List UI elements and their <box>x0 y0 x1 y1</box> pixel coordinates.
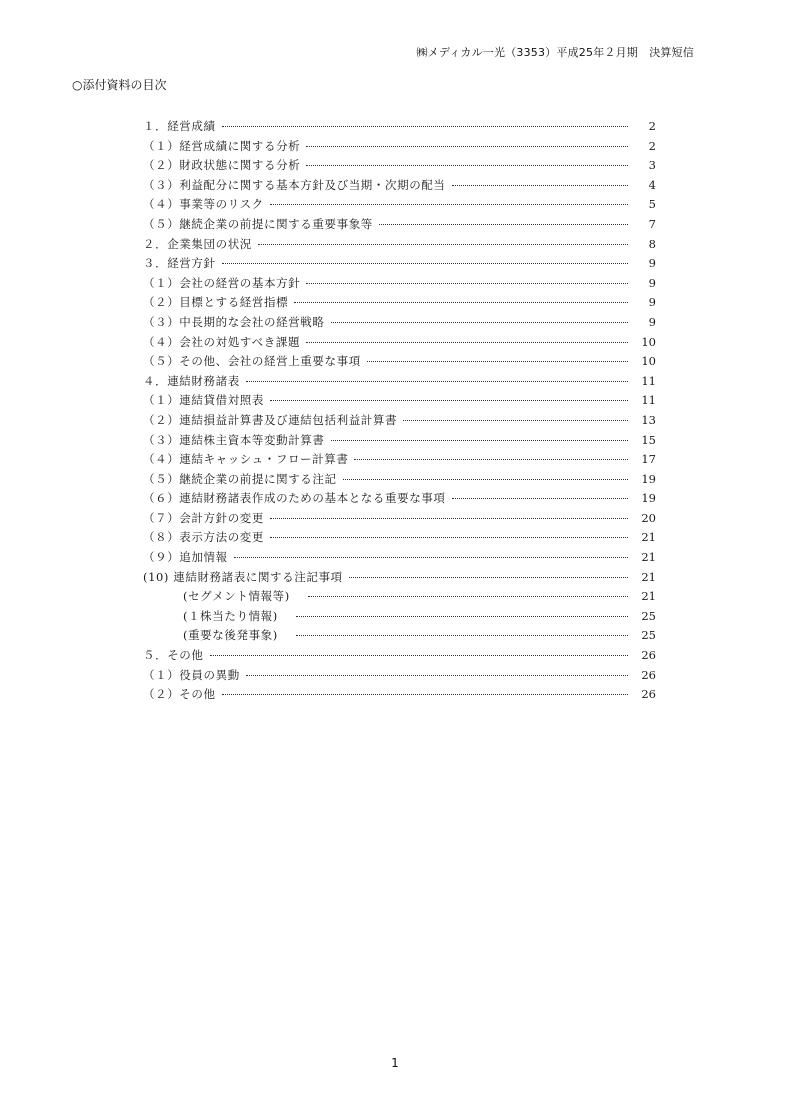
document-title: ○添付資料の目次 <box>72 78 167 92</box>
toc-entry <box>143 646 656 666</box>
toc-entry-page: 9 <box>648 256 656 271</box>
dot-leader <box>349 576 628 578</box>
toc-entry-label: （３）中長期的な会社の経営戦略 <box>143 314 325 329</box>
toc-entry <box>143 293 656 313</box>
dot-leader <box>222 693 628 695</box>
dot-leader <box>331 321 629 323</box>
toc-entry-page: 9 <box>648 314 656 329</box>
page-header: ㈱メディカル一光（3353）平成25年２月期 決算短信 <box>416 46 694 59</box>
toc-entry-page: 11 <box>641 393 656 408</box>
toc-entry-page: 8 <box>648 236 656 251</box>
toc-entry <box>143 235 656 255</box>
toc-entry-page: 20 <box>641 510 656 525</box>
toc-entry <box>143 352 656 372</box>
toc-entry-label: （２）目標とする経営指標 <box>143 295 289 310</box>
toc-entry <box>143 333 656 353</box>
toc-entry-page: 10 <box>641 354 656 369</box>
toc-entry <box>143 195 656 215</box>
toc-entry-page: 7 <box>648 216 656 231</box>
toc-entry <box>143 156 656 176</box>
dot-leader <box>246 380 628 382</box>
toc-entry <box>143 313 656 333</box>
toc-entry-page: 2 <box>648 138 656 153</box>
toc-entry <box>143 548 656 568</box>
toc-entry-page: 19 <box>641 471 656 486</box>
dot-leader <box>296 615 628 617</box>
dot-leader <box>379 223 628 225</box>
dot-leader <box>258 243 628 245</box>
dot-leader <box>270 203 628 205</box>
dot-leader <box>308 595 628 597</box>
toc-entry-page: 21 <box>641 589 656 604</box>
dot-leader <box>234 556 628 558</box>
dot-leader <box>367 360 628 362</box>
toc-entry-page: 9 <box>648 295 656 310</box>
toc-entry-page: 11 <box>641 373 656 388</box>
toc-entry <box>143 411 656 431</box>
page-number: 1 <box>391 1056 399 1070</box>
toc-entry-page: 9 <box>648 275 656 290</box>
toc-entry-label: １．経営成績 <box>143 119 216 133</box>
toc-entry-label: （５）継続企業の前提に関する注記 <box>143 471 337 486</box>
toc-entry-label: （５）その他、会社の経営上重要な事項 <box>143 354 361 369</box>
toc-entry-page: 25 <box>641 608 656 623</box>
toc-entry <box>143 568 656 588</box>
toc-entry-label: （８）表示方法の変更 <box>143 530 264 545</box>
toc-entry-label: （９）追加情報 <box>143 550 228 565</box>
toc-entry-label: (10) 連結財務諸表に関する注記事項 <box>143 569 343 584</box>
toc-entry-label: (１株当たり情報) <box>183 608 278 623</box>
toc-entry <box>143 685 656 705</box>
toc-entry-page: 10 <box>641 334 656 349</box>
dot-leader <box>270 536 628 538</box>
toc-entry-page: 26 <box>641 687 656 702</box>
toc-entry-page: 5 <box>648 197 656 212</box>
toc-entry-label: （１）役員の異動 <box>143 667 240 682</box>
toc-entry-label: （３）利益配分に関する基本方針及び当期・次期の配当 <box>143 177 446 192</box>
toc-entry-label: （２）連結損益計算書及び連結包括利益計算書 <box>143 412 398 427</box>
toc-entry-label: （４）事業等のリスク <box>143 197 264 212</box>
toc-entry-page: 17 <box>641 452 656 467</box>
dot-leader <box>354 458 628 460</box>
toc-entry-label: （５）継続企業の前提に関する重要事象等 <box>143 216 373 231</box>
toc-entry-label: ５．その他 <box>143 648 204 663</box>
toc-entry-label: （２）その他 <box>143 687 216 702</box>
dot-leader <box>452 497 629 499</box>
toc-entry-label: （６）連結財務諸表作成のための基本となる重要な事項 <box>143 491 446 506</box>
dot-leader <box>294 301 628 303</box>
toc-entry-page: 19 <box>641 491 656 506</box>
table-of-contents <box>143 117 656 705</box>
toc-entry-label: ３．経営方針 <box>143 256 216 271</box>
dot-leader <box>270 399 628 401</box>
toc-entry <box>143 117 656 137</box>
toc-entry-label: （１）会社の経営の基本方針 <box>143 275 301 290</box>
dot-leader <box>343 478 628 480</box>
toc-entry <box>143 470 656 490</box>
toc-entry <box>143 431 656 451</box>
dot-leader <box>306 145 628 147</box>
dot-leader <box>222 125 628 127</box>
toc-entry <box>143 666 656 686</box>
toc-entry-label: （１）連結貸借対照表 <box>143 393 264 408</box>
toc-entry-page: 4 <box>648 177 656 192</box>
toc-entry-page: 26 <box>641 648 656 663</box>
toc-entry-page: 26 <box>641 667 656 682</box>
toc-entry-page: 2 <box>648 119 656 133</box>
toc-entry <box>143 274 656 294</box>
toc-entry <box>143 215 656 235</box>
toc-entry <box>143 626 656 646</box>
toc-entry-page: 21 <box>641 550 656 565</box>
toc-entry-label: (重要な後発事象) <box>183 628 278 643</box>
toc-entry-page: 3 <box>648 158 656 173</box>
toc-entry-page: 15 <box>641 432 656 447</box>
toc-entry-page: 21 <box>641 530 656 545</box>
toc-entry <box>143 372 656 392</box>
toc-entry <box>143 489 656 509</box>
dot-leader <box>222 262 628 264</box>
toc-entry-label: （３）連結株主資本等変動計算書 <box>143 432 325 447</box>
toc-entry-label: （４）会社の対処すべき課題 <box>143 334 301 349</box>
toc-entry <box>143 176 656 196</box>
dot-leader <box>306 164 628 166</box>
toc-entry <box>143 509 656 529</box>
toc-entry-label: （７）会計方針の変更 <box>143 510 264 525</box>
toc-entry-page: 21 <box>641 569 656 584</box>
toc-entry-label: （１）経営成績に関する分析 <box>143 138 301 153</box>
dot-leader <box>452 184 629 186</box>
toc-entry <box>143 450 656 470</box>
toc-entry <box>143 528 656 548</box>
toc-entry <box>143 137 656 157</box>
toc-entry-label: （２）財政状態に関する分析 <box>143 158 301 173</box>
dot-leader <box>270 517 628 519</box>
toc-entry-label: ２．企業集団の状況 <box>143 236 252 251</box>
toc-entry-label: (セグメント情報等) <box>183 589 290 604</box>
dot-leader <box>210 654 629 656</box>
toc-entry-page: 13 <box>641 412 656 427</box>
toc-entry <box>143 391 656 411</box>
dot-leader <box>246 674 628 676</box>
toc-entry-label: （４）連結キャッシュ・フロー計算書 <box>143 452 349 467</box>
dot-leader <box>306 282 628 284</box>
dot-leader <box>306 341 628 343</box>
dot-leader <box>331 439 629 441</box>
toc-entry-page: 25 <box>641 628 656 643</box>
toc-entry-label: ４．連結財務諸表 <box>143 373 240 388</box>
dot-leader <box>296 634 628 636</box>
toc-entry <box>143 587 656 607</box>
toc-entry <box>143 254 656 274</box>
toc-entry <box>143 607 656 627</box>
dot-leader <box>403 419 628 421</box>
